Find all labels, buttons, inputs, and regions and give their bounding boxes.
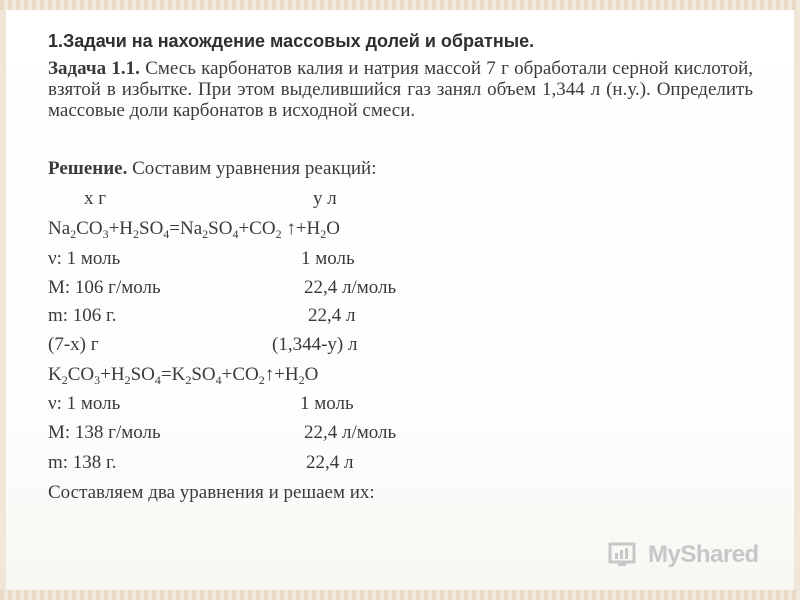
row-right-value: 1 моль [301, 248, 355, 269]
reaction1-equation: $Na_2CO_3+H_2SO_4=Na_2SO_4+CO_2$ $↑+H_2O$ [48, 218, 340, 241]
top-decor-bar [0, 0, 800, 10]
row-right-value: 22,4 л [308, 305, 356, 326]
conclusion-text: Составляем два уравнения и решаем их: [48, 482, 375, 503]
row-right-value: 1 моль [300, 393, 354, 414]
row-right-value: (1,344-у) л [272, 334, 358, 355]
row-left-value: m: 138 г. [48, 452, 117, 473]
problem-text: Смесь карбонатов калия и натрия массой 7 г обработали серной кислотой, взятой в избытке. При этом выделившийся газ занял объем 1,344 л (н.у.). Определить массовые доли карбонатов в исходной смеси. [48, 58, 754, 121]
problem-label: Задача 1.1. [48, 58, 140, 79]
myshared-logo-icon [608, 540, 642, 570]
row-right-value: 22,4 л [306, 452, 354, 473]
solution-text: Составим уравнения реакций: [132, 158, 377, 179]
right-decor-edge [794, 10, 800, 590]
left-decor-edge [0, 10, 6, 590]
row-left-value: М: 106 г/моль [48, 277, 161, 298]
slide-heading: 1.Задачи на нахождение массовых долей и обратные. [48, 31, 535, 51]
variable-y: у л [313, 188, 337, 209]
bottom-decor-bar [0, 590, 800, 600]
row-left-value: М: 138 г/моль [48, 422, 161, 443]
row-right-value: 22,4 л/моль [304, 277, 397, 298]
variable-x: x г [84, 188, 107, 209]
solution-label: Решение. [48, 158, 128, 179]
row-left-value: ν: 1 моль [48, 393, 121, 414]
watermark-text: MyShared [648, 541, 759, 568]
row-right-value: 22,4 л/моль [304, 422, 397, 443]
row-left-value: ν: 1 моль [48, 248, 121, 269]
reaction2-equation: $K_2CO_3+H_2SO_4=K_2SO_4+CO_2↑+H_2O$ [48, 364, 319, 387]
row-left-value: m: 106 г. [48, 305, 117, 326]
row-left-value: (7-x) г [48, 334, 99, 355]
problem-statement [48, 58, 753, 121]
solution-line [48, 158, 377, 180]
myshared-watermark[interactable] [608, 538, 759, 572]
